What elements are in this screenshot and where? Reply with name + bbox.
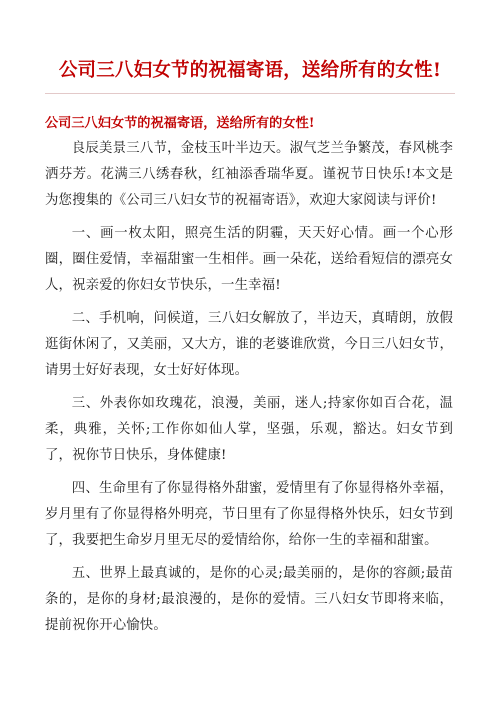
title-divider [45, 93, 455, 94]
article-body [45, 136, 453, 646]
paragraph-4: 四、生命里有了你显得格外甜蜜，爱情里有了你显得格外幸福，岁月里有了你显得格外明亮，节日里有了你显得格外快乐，妇女节到了，我要把生命岁月里无尽的爱情给你，给你一生的幸福和甜蜜。 [45, 481, 453, 548]
article-subtitle: 公司三八妇女节的祝福寄语，送给所有的女性! [45, 116, 315, 131]
paragraph-5: 五、世界上最真诚的，是你的心灵;最美丽的，是你的容颜;最苗条的，是你的身材;最浪漫的，是你的爱情。三八妇女节即将来临，提前祝你开心愉快。 [45, 566, 453, 633]
paragraph-intro: 良辰美景三八节，金枝玉叶半边天。淑气芝兰争繁茂，春风桃李洒芬芳。花满三八绣春秋，红袖添香瑞华夏。谨祝节日快乐!本文是为您搜集的《公司三八妇女节的祝福寄语》，欢迎大家阅读与评价! [45, 141, 453, 208]
page-title: 公司三八妇女节的祝福寄语，送给所有的女性! [58, 60, 442, 81]
paragraph-1: 一、画一枚太阳，照亮生活的阴霾，天天好心情。画一个心形圈，圈住爱情，幸福甜蜜一生相伴。画一朵花，送给看短信的漂亮女人，祝亲爱的你妇女节快乐，一生幸福! [45, 226, 453, 293]
paragraph-3: 三、外表你如玫瑰花，浪漫，美丽，迷人;持家你如百合花，温柔，典雅，关怀;工作你如仙人掌，坚强，乐观，豁达。妇女节到了，祝你节日快乐，身体健康! [45, 396, 453, 463]
paragraph-2: 二、手机响，问候道，三八妇女解放了，半边天，真晴朗，放假逛街休闲了，又美丽，又大方，谁的老婆谁欣赏，今日三八妇女节，请男士好好表现，女士好好体现。 [45, 311, 453, 378]
